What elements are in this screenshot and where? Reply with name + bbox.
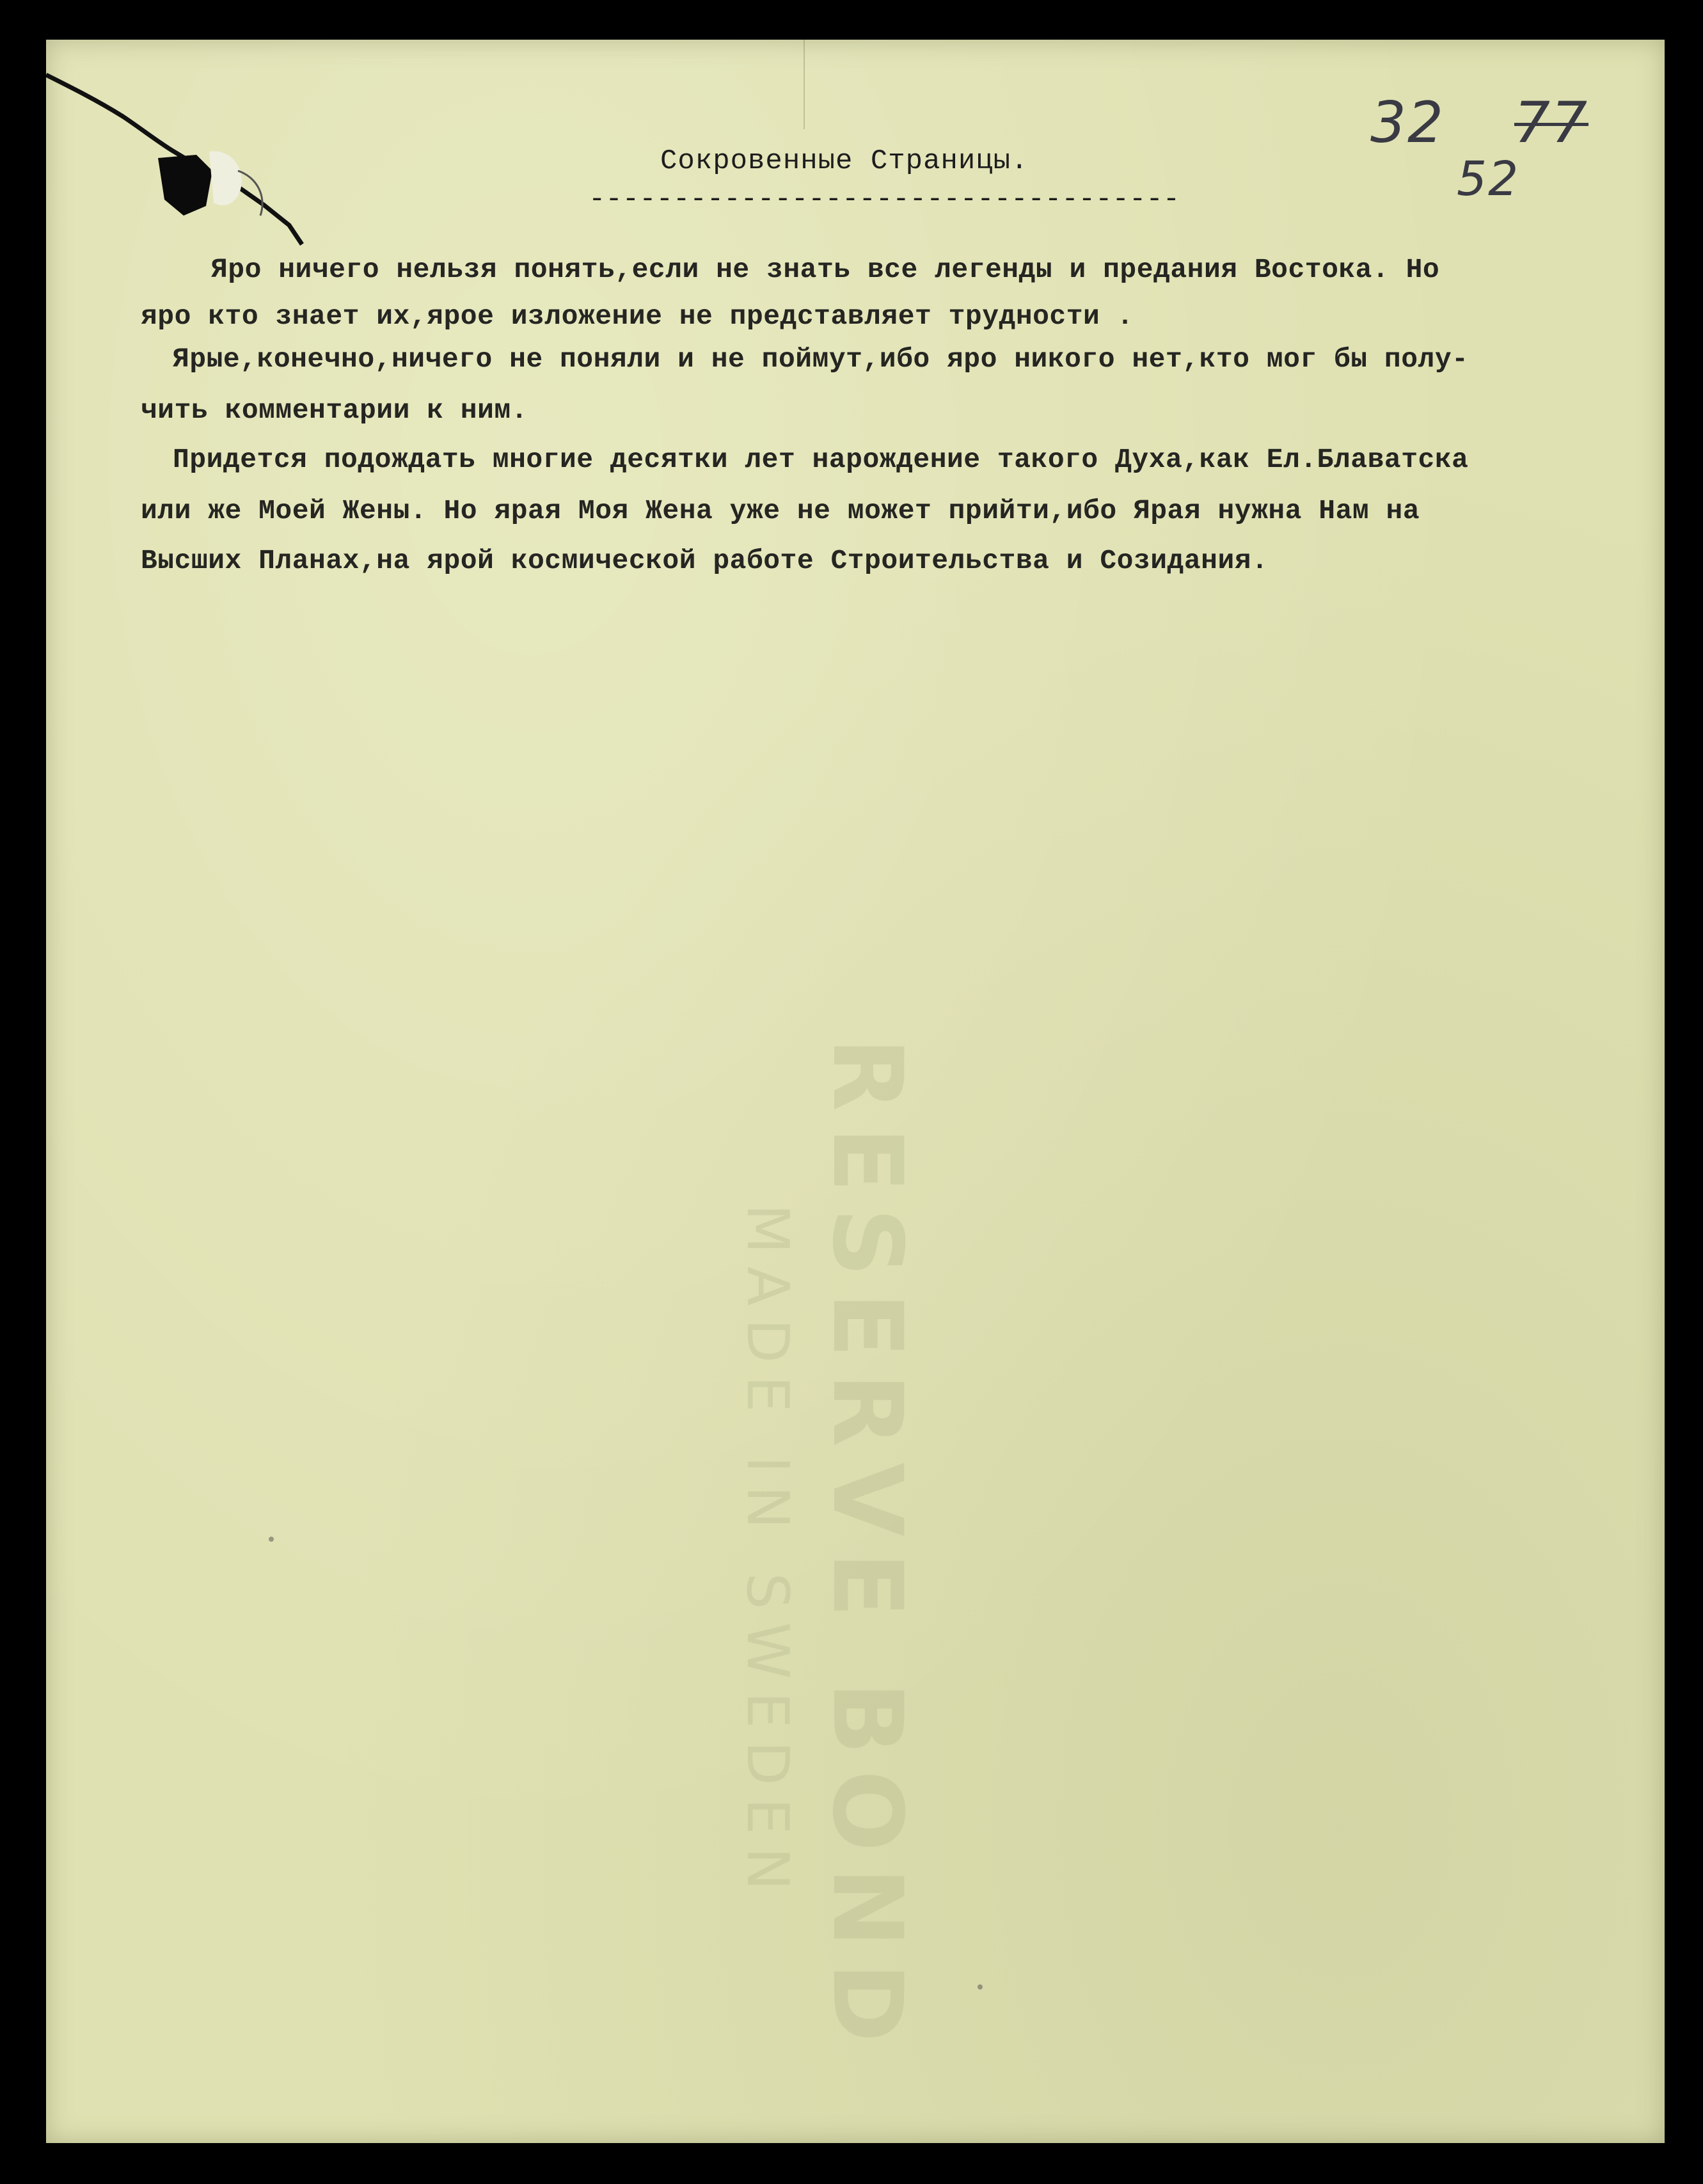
page-title: Сокровенные Страницы. (660, 145, 1029, 177)
paper-tear (46, 40, 315, 270)
fold-line (804, 40, 805, 129)
archive-number-2-struck: 77 (1514, 90, 1588, 155)
text-line-7: Высших Планах,на ярой космической работе Строительства и Созидания. (141, 545, 1269, 576)
text-line-5: Придется подождать многие десятки лет нарождение такого Духа,как Ел.Блаватска (173, 444, 1469, 475)
paper-watermark: RESERVE BOND (811, 1038, 923, 2058)
archive-number-1: 32 (1370, 90, 1445, 155)
text-line-1: Яро ничего нельзя понять,если не знать все легенды и предания Востока. Но (211, 254, 1440, 285)
document-page (46, 40, 1665, 2143)
paper-speck (978, 1984, 983, 1990)
text-line-2: яро кто знает их,ярое изложение не представляет трудности . (141, 301, 1134, 332)
archive-number-3: 52 (1457, 152, 1520, 207)
title-underline: ----------------------------------- (589, 184, 1180, 216)
text-line-3: Ярые,конечно,ничего не поняли и не поймут,ибо яро никого нет,кто мог бы полу- (173, 344, 1469, 375)
text-line-4: чить комментарии к ним. (141, 395, 528, 426)
paper-watermark-sub: MADE IN SWEDEN (734, 1204, 801, 1903)
text-line-6: или же Моей Жены. Но ярая Моя Жена уже не может прийти,ибо Ярая нужна Нам на (141, 495, 1420, 526)
paper-speck (269, 1537, 274, 1542)
